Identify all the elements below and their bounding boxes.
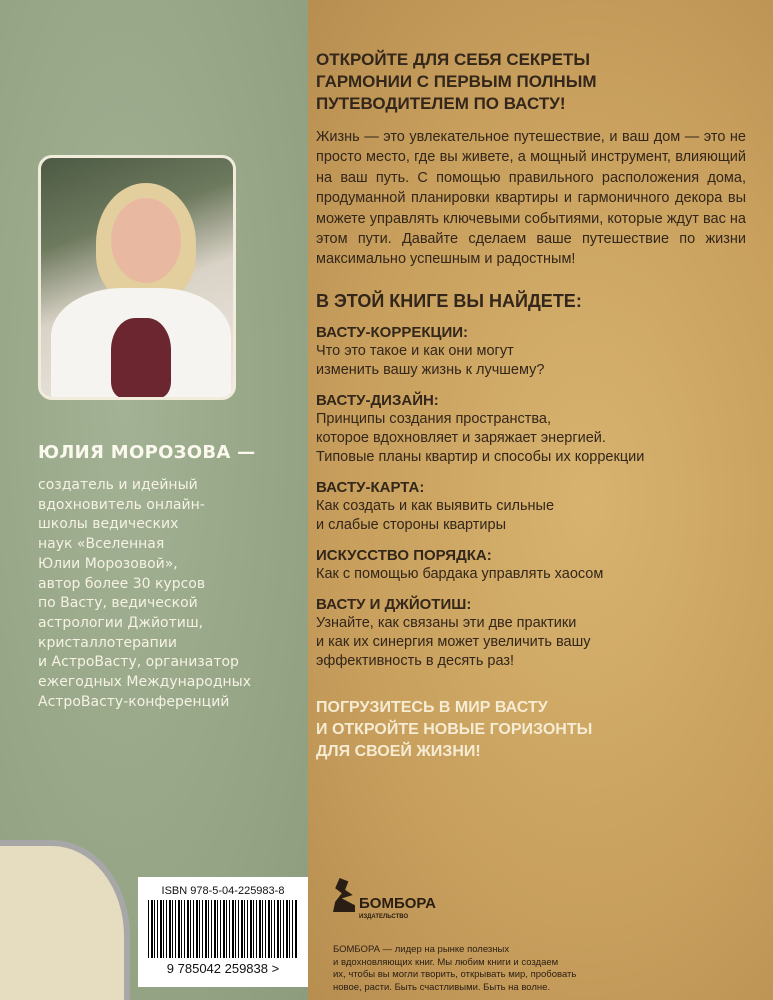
contents-title: В ЭТОЙ КНИГЕ ВЫ НАЙДЕТЕ:	[316, 290, 582, 311]
barcode-digits: 9 785042 259838 >	[166, 961, 280, 976]
section-title: ВАСТУ-ДИЗАЙН:	[316, 391, 439, 409]
section-title: ВАСТУ-КАРТА:	[316, 478, 425, 496]
publisher-logo	[333, 878, 436, 920]
publisher-text: БОМБОРА — лидер на рынке полезных и вдохновляющих книг. Мы любим книги и создаем их, чтобы вы могли творить, открывать мир, пробовать новое, расти. Быть счастливыми. Быть на волне.	[333, 944, 577, 993]
headline: ОТКРОЙТЕ ДЛЯ СЕБЯ СЕКРЕТЫ ГАРМОНИИ С ПЕРВЫМ ПОЛНЫМ ПУТЕВОДИТЕЛЕМ ПО ВАСТУ!	[316, 50, 597, 113]
barcode-bars	[148, 900, 298, 958]
section-text: Как создать и как выявить сильные и слабые стороны квартиры	[316, 497, 555, 533]
section	[316, 478, 746, 535]
section-text: Что это такое и как они могут изменить вашу жизнь к лучшему?	[316, 342, 545, 378]
author-bio: создатель и идейный вдохновитель онлайн- школы ведических наук «Вселенная Юлии Морозовой», автор более 30 курсов по Васту, ведической астрологии Джйотиш, кристаллотерапии и АстроВасту, организатор ежегодных Международных АстроВасту-конференций	[38, 477, 252, 710]
publisher-name: БОМБОРА	[359, 895, 436, 912]
publisher-logo-icon	[333, 878, 355, 912]
slogan: ПОГРУЗИТЕСЬ В МИР ВАСТУ И ОТКРОЙТЕ НОВЫЕ ГОРИЗОНТЫ ДЛЯ СВОЕЙ ЖИЗНИ!	[316, 698, 593, 760]
section-text: Принципы создания пространства, которое вдохновляет и заряжает энергией. Типовые планы квартир и способы их коррекции	[316, 410, 645, 465]
section-title: ВАСТУ-КОРРЕКЦИИ:	[316, 323, 468, 341]
isbn-text: ISBN 978-5-04-225983-8	[161, 885, 285, 897]
section	[316, 546, 746, 584]
barcode	[138, 877, 308, 987]
section-title: ВАСТУ И ДЖЙОТИШ:	[316, 595, 472, 613]
author-photo	[38, 155, 236, 400]
intro-text: Жизнь — это увлекательное путешествие, и ваш дом — это не просто место, где вы живете, а мощный инструмент, влияющий на ваш путь. С помощью правильного расположения дома, продуманной планировки квартиры и гармоничного декора вы можете управлять ключевыми событиями, которые ждут вас на этом пути. Давайте сделаем ваше путешествие по жизни максимально успешным и радостным!	[316, 129, 746, 268]
section	[316, 595, 746, 671]
author-name: ЮЛИЯ МОРОЗОВА —	[38, 442, 256, 463]
section-text: Как с помощью бардака управлять хаосом	[316, 565, 604, 582]
section-text: Узнайте, как связаны эти две практики и как их синергия может увеличить вашу эффективность в десять раз!	[316, 614, 591, 669]
section-title: ИСКУССТВО ПОРЯДКА:	[316, 546, 492, 564]
section	[316, 391, 746, 467]
description-column	[316, 49, 746, 763]
section	[316, 323, 746, 380]
publisher-sub: ИЗДАТЕЛЬСТВО	[359, 914, 409, 920]
